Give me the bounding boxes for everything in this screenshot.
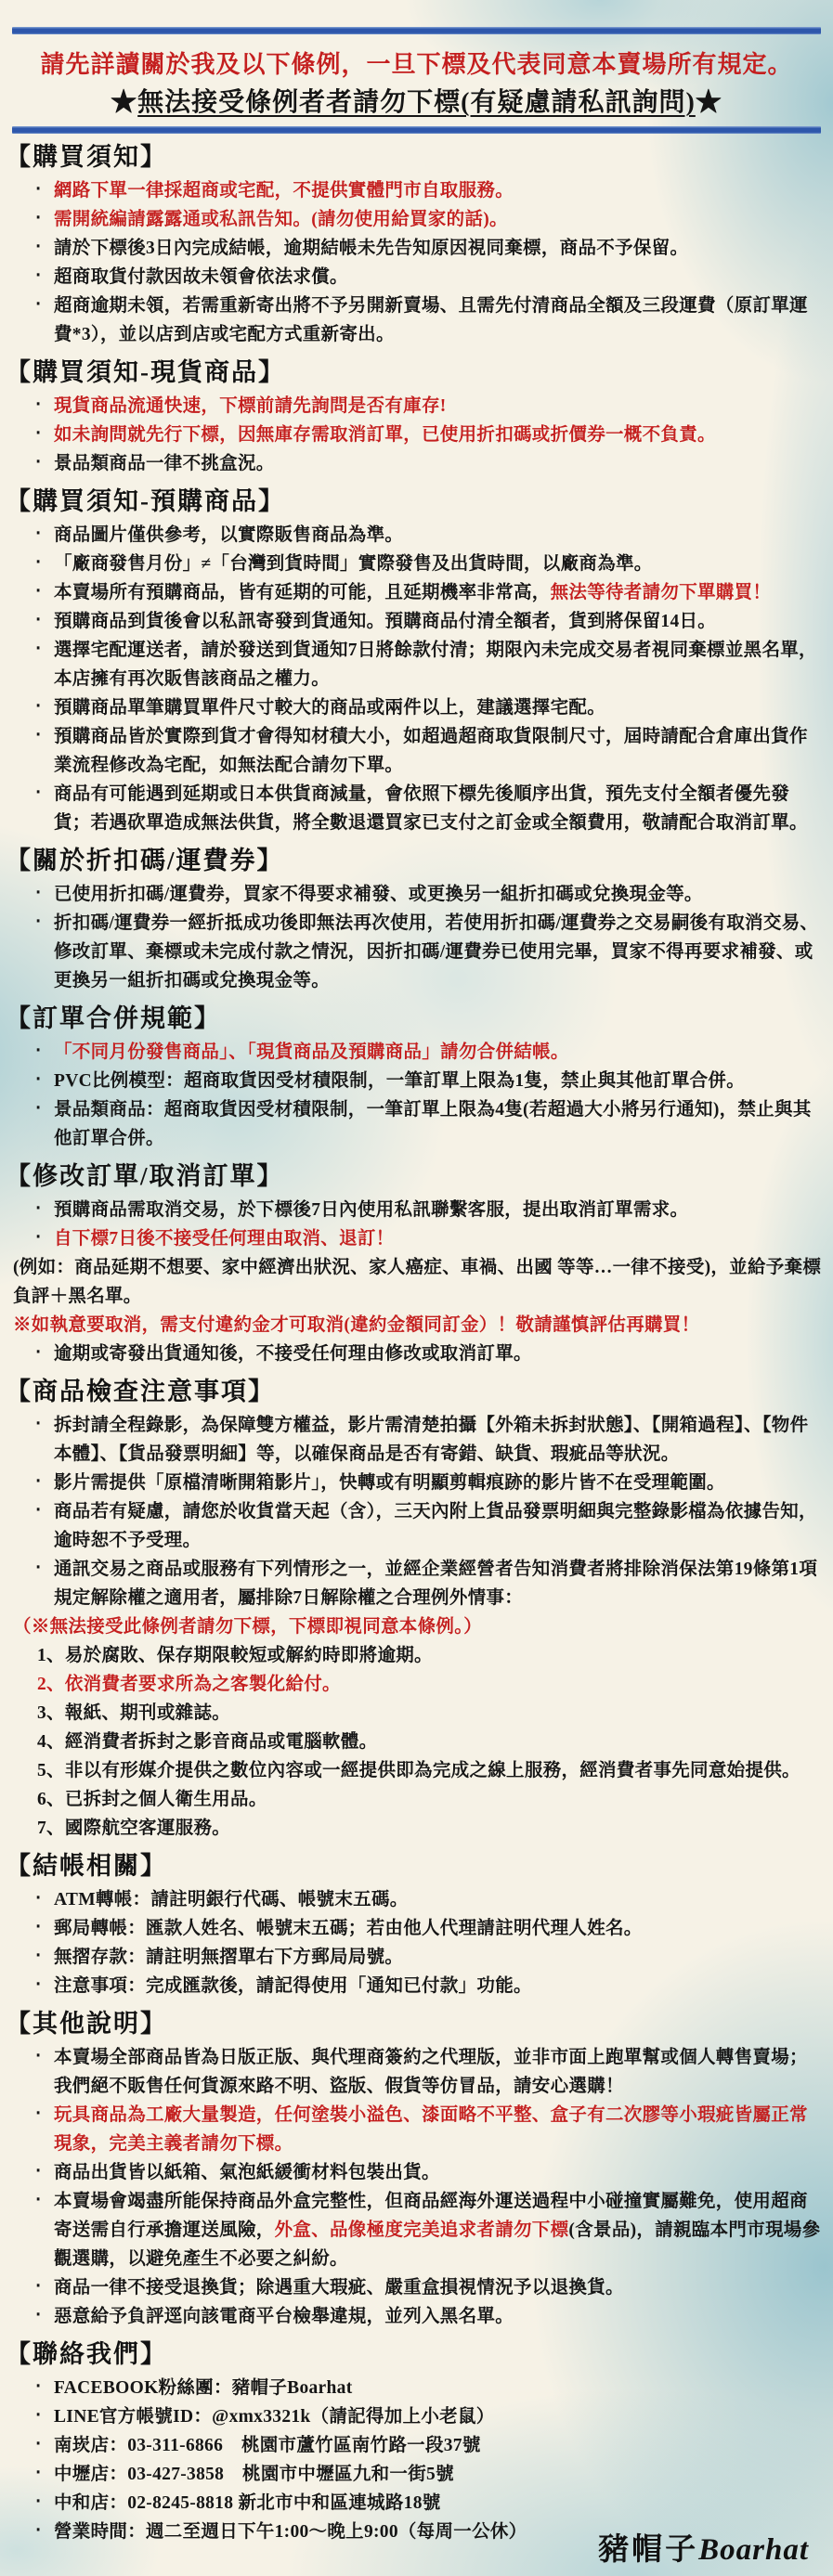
- terms-text: 注意事項：完成匯款後，請記得使用「通知已付款」功能。: [54, 1976, 532, 1996]
- terms-item: [0, 550, 833, 578]
- terms-text: LINE官方帳號ID：@xmx3321k（請記得加上小老鼠）: [54, 2407, 495, 2427]
- terms-text: 拆封請全程錄影，為保障雙方權益，影片需清楚拍攝【外箱未拆封狀態】、【開箱過程】、【物件本體】、【貨品發票明細】等，以確保商品是否有寄錯、缺貨、瑕疵品等狀況。: [54, 1416, 809, 1464]
- bullet-dot: ‧: [35, 2377, 42, 2397]
- terms-text: 惡意給予負評逕向該電商平台檢舉違規，並列入黑名單。: [54, 2307, 514, 2326]
- bullet-dot: ‧: [35, 640, 42, 659]
- section-title: 【修改訂單/取消訂單】: [6, 1162, 284, 1190]
- terms-text: ATM轉帳：請註明銀行代碼、帳號末五碼。: [54, 1890, 409, 1909]
- section-title: 【訂單合併規範】: [6, 1004, 221, 1032]
- terms-text: 中壢店：03-427-3858 桃園市中壢區九和一街5號: [54, 2465, 454, 2484]
- bullet-dot: ‧: [35, 2435, 42, 2454]
- terms-text: 南崁店：03-311-6866 桃園市蘆竹區南竹路一段37號: [54, 2436, 481, 2455]
- terms-item: [0, 607, 833, 636]
- terms-item: [0, 722, 833, 780]
- section-title: 【商品檢查注意事項】: [6, 1378, 275, 1405]
- terms-item: [0, 1095, 833, 1153]
- terms-text: 6、已拆封之個人衛生用品。: [37, 1790, 267, 1809]
- terms-text-red: 網路下單一律採超商或宅配，不提供實體門市自取服務。: [54, 181, 514, 201]
- terms-item: [0, 1038, 833, 1067]
- terms-text: 折扣碼/運費券一經折抵成功後即無法再次使用，若使用折扣碼/運費券之交易嗣後有取消交易、修改訂單、棄標或未完成付款之情況，因折扣碼/運費券已使用完畢，買家不得再要求補發、或更換另一組折扣碼或兌換現金等。: [54, 913, 819, 990]
- terms-sections: [0, 138, 833, 2546]
- terms-item: [0, 1885, 833, 1914]
- section-title: 【聯絡我們】: [6, 2340, 167, 2368]
- bullet-dot: ‧: [35, 1099, 42, 1119]
- terms-item: [0, 392, 833, 421]
- terms-item: [0, 2402, 833, 2431]
- bullet-dot: ‧: [35, 2162, 42, 2181]
- terms-item: [0, 449, 833, 478]
- terms-text: 7、國際航空客運服務。: [37, 1819, 231, 1838]
- terms-item: [0, 263, 833, 291]
- bullet-dot: ‧: [35, 295, 42, 315]
- terms-text: 5、非以有形媒介提供之數位內容或一經提供即為完成之線上服務，經消費者事先同意始提供。: [37, 1761, 800, 1780]
- terms-item: [0, 578, 833, 607]
- terms-text-red: （※無法接受此條例者請勿下標，下標即視同意本條例。）: [13, 1617, 483, 1637]
- terms-item: [0, 2043, 833, 2101]
- terms-text: 預購商品皆於實際到貨才會得知材積大小，如超過超商取貨限制尺寸，屆時請配合倉庫出貨作業流程修改為宅配，如無法配合請勿下單。: [54, 727, 808, 775]
- terms-text: 景品類商品一律不挑盒況。: [54, 454, 275, 473]
- terms-text: 商品圖片僅供參考，以實際販售商品為準。: [54, 525, 404, 545]
- bullet-dot: ‧: [35, 1070, 42, 1090]
- terms-item: [0, 2489, 833, 2518]
- bullet-dot: ‧: [35, 2464, 42, 2483]
- terms-item: [0, 1728, 833, 1756]
- terms-item: [0, 2460, 833, 2489]
- terms-item: [0, 880, 833, 909]
- terms-item: [0, 1555, 833, 1612]
- terms-item: [0, 1943, 833, 1972]
- section-title: 【購買須知-預購商品】: [6, 487, 285, 515]
- terms-text: 「廠商發售月份」≠「台灣到貨時間」實際發售及出貨時間，以廠商為準。: [54, 554, 653, 574]
- terms-item: [0, 1311, 833, 1340]
- terms-text-red: 外盒、品像極度完美追求者請勿下標: [274, 2220, 569, 2240]
- terms-item: [0, 2101, 833, 2158]
- terms-text: 請於下標後3日內完成結帳，逾期結帳未先告知原因視同棄標，商品不予保留。: [54, 239, 689, 258]
- terms-item: [0, 1067, 833, 1095]
- terms-text-red: 2、依消費者要求所為之客製化給付。: [37, 1675, 341, 1694]
- terms-text: 營業時間：週二至週日下午1:00～晚上9:00（每周一公休）: [54, 2522, 527, 2542]
- terms-text: FACEBOOK粉絲團：豬帽子Boarhat: [54, 2378, 353, 2398]
- terms-text: 4、經消費者拆封之影音商品或電腦軟體。: [37, 1732, 378, 1752]
- terms-text: 商品出貨皆以紙箱、氣泡紙緩衝材料包裝出貨。: [54, 2163, 440, 2182]
- terms-item: [0, 2431, 833, 2460]
- bullet-dot: ‧: [35, 1975, 42, 1995]
- terms-text-red: 如未詢問就先行下標，因無庫存需取消訂單，已使用折扣碼或折價券一概不負責。: [54, 425, 716, 445]
- star-icon: ★: [695, 88, 722, 117]
- bullet-dot: ‧: [35, 453, 42, 472]
- header-warning-line: 請先詳讀關於我及以下條例，一旦下標及代表同意本賣場所有規定。: [40, 51, 793, 78]
- bullet-dot: ‧: [35, 1199, 42, 1219]
- bullet-dot: ‧: [35, 697, 42, 717]
- section-title: 【購買須知】: [6, 143, 167, 171]
- bullet-dot: ‧: [35, 2406, 42, 2426]
- header-no-bid-text: 無法接受條例者者請勿下標(有疑慮請私訊詢問): [137, 88, 696, 117]
- terms-text: 1、易於腐敗、保存期限較短或解約時即將逾期。: [37, 1646, 433, 1665]
- bullet-dot: ‧: [35, 2521, 42, 2541]
- bullet-dot: ‧: [35, 2492, 42, 2512]
- bullet-dot: ‧: [35, 1343, 42, 1363]
- brand-signature: [598, 2525, 809, 2569]
- terms-item: [0, 1411, 833, 1469]
- terms-text-red: 需開統編請露露通或私訊告知。(請勿使用給買家的話)。: [54, 210, 508, 229]
- bullet-dot: ‧: [35, 884, 42, 903]
- section-title: 【其他說明】: [6, 2010, 167, 2038]
- bullet-dot: ‧: [35, 424, 42, 444]
- terms-item: [0, 521, 833, 550]
- bullet-dot: ‧: [35, 180, 42, 200]
- bullet-dot: ‧: [35, 1947, 42, 1966]
- terms-text: (例如：商品延期不想要、家中經濟出狀況、家人癌症、車禍、出國 等等…一律不接受)，並給予棄標負評＋黑名單。: [13, 1258, 822, 1306]
- terms-item: [0, 2374, 833, 2402]
- terms-text: 本賣場所有預購商品，皆有延期的可能，且延期機率非常高，: [54, 583, 551, 602]
- terms-item: [0, 234, 833, 263]
- bullet-dot: ‧: [35, 913, 42, 932]
- terms-item: [0, 1914, 833, 1943]
- terms-text-red: 「不同月份發售商品」、「現貨商品及預購商品」請勿合併結帳。: [54, 1042, 569, 1062]
- terms-text: 預購商品單筆購買單件尺寸較大的商品或兩件以上，建議選擇宅配。: [54, 698, 606, 718]
- bullet-dot: ‧: [35, 553, 42, 573]
- section-title: 【關於折扣碼/運費券】: [6, 847, 284, 874]
- bullet-dot: ‧: [35, 1472, 42, 1492]
- terms-text: 無摺存款：請註明無摺單右下方郵局局號。: [54, 1948, 404, 1967]
- terms-text: 通訊交易之商品或服務有下列情形之一，並經企業經營者告知消費者將排除消保法第19條第1項規定解除權之適用者，屬排除7日解除權之合理例外情事：: [54, 1560, 818, 1608]
- section-title: 【結帳相關】: [6, 1852, 167, 1880]
- divider-top: [12, 27, 821, 34]
- bullet-dot: ‧: [35, 266, 42, 286]
- terms-item: [0, 1756, 833, 1785]
- terms-text: PVC比例模型：超商取貨因受材積限制，一筆訂單上限為1隻，禁止與其他訂單合併。: [54, 1071, 746, 1091]
- bullet-dot: ‧: [35, 2047, 42, 2066]
- bullet-dot: ‧: [35, 1918, 42, 1937]
- terms-item: [0, 2187, 833, 2273]
- terms-item: [0, 780, 833, 837]
- terms-text: 郵局轉帳：匯款人姓名、帳號末五碼；若由他人代理請註明代理人姓名。: [54, 1919, 643, 1938]
- terms-text-red: 自下標7日後不接受任何理由取消、退訂！: [54, 1229, 395, 1249]
- terms-text-red: 現貨商品流通快速，下標前請先詢問是否有庫存!: [54, 396, 447, 416]
- terms-item: [0, 1497, 833, 1555]
- bullet-dot: ‧: [35, 1559, 42, 1578]
- terms-text: 超商取貨付款因故未領會依法求償。: [54, 267, 348, 287]
- bullet-dot: ‧: [35, 2306, 42, 2325]
- bullet-dot: ‧: [35, 1042, 42, 1061]
- terms-text: 商品若有疑慮，請您於收貨當天起（含），三天內附上貨品發票明細與完整錄影檔為依據告知，逾時恕不予受理。: [54, 1502, 817, 1550]
- terms-text: 超商逾期未領，若需重新寄出將不予另開新賣場、且需先付清商品全額及三段運費（原訂單運費*3），並以店到店或宅配方式重新寄出。: [54, 296, 808, 344]
- bullet-dot: ‧: [35, 611, 42, 630]
- terms-item: [0, 1224, 833, 1253]
- terms-text: (含景品)，請親臨本門市現場參觀選購，以避免產生不必要之糾紛。: [54, 2220, 821, 2269]
- bullet-dot: ‧: [35, 238, 42, 257]
- terms-item: [0, 205, 833, 234]
- terms-text: 本賣場會竭盡所能保持商品外盒完整性，但商品經海外運送過程中小碰撞實屬難免，使用超商寄送需自行承擔運送風險，: [54, 2192, 808, 2240]
- terms-text-red: ※如執意要取消，需支付違約金才可取消(違約金額同訂金）！敬請謹慎評估再購買！: [13, 1315, 700, 1335]
- bullet-dot: ‧: [35, 1501, 42, 1521]
- bullet-dot: ‧: [35, 524, 42, 544]
- bullet-dot: ‧: [35, 2277, 42, 2297]
- brand-name-zh: 豬帽子: [598, 2533, 699, 2567]
- terms-text: 預購商品需取消交易，於下標後7日內使用私訊聯繫客服，提出取消訂單需求。: [54, 1200, 689, 1220]
- terms-item: [0, 2302, 833, 2331]
- bullet-dot: ‧: [35, 1415, 42, 1434]
- terms-item: [0, 693, 833, 722]
- terms-text: 景品類商品：超商取貨因受材積限制，一筆訂單上限為4隻(若超過大小將另行通知)，禁止與其他訂單合併。: [54, 1100, 812, 1148]
- terms-item: [0, 176, 833, 205]
- terms-item: [0, 1814, 833, 1843]
- terms-text: 逾期或寄發出貨通知後，不接受任何理由修改或取消訂單。: [54, 1344, 532, 1364]
- terms-item: [0, 1340, 833, 1368]
- terms-text: 影片需提供「原檔清晰開箱影片」，快轉或有明顯剪輯痕跡的影片皆不在受理範圍。: [54, 1473, 725, 1493]
- terms-text: 3、報紙、期刊或雜誌。: [37, 1703, 231, 1723]
- bullet-dot: ‧: [35, 582, 42, 602]
- terms-text-red: 玩具商品為工廠大量製造，任何塗裝小溢色、漆面略不平整、盒子有二次膠等小瑕疵皆屬正常現象，完美主義者請勿下標。: [54, 2105, 808, 2154]
- terms-text: 選擇宅配運送者，請於發送到貨通知7日將餘款付清；期限內未完成交易者視同棄標並黑名單，本店擁有再次販售該商品之權力。: [54, 641, 817, 689]
- terms-item: [0, 636, 833, 693]
- terms-item: [0, 1670, 833, 1699]
- divider-bottom: [12, 126, 821, 134]
- terms-item: [0, 1699, 833, 1728]
- terms-item: [0, 421, 833, 449]
- terms-item: [0, 1196, 833, 1224]
- terms-text: 本賣場全部商品皆為日版正版、與代理商簽約之代理版，並非市面上跑單幫或個人轉售賣場；我們絕不販售任何貨源來路不明、盜版、假貨等仿冒品，請安心選購！: [54, 2048, 808, 2096]
- bullet-dot: ‧: [35, 783, 42, 803]
- terms-item: [0, 1972, 833, 2000]
- bullet-dot: ‧: [35, 2104, 42, 2124]
- star-icon: ★: [111, 88, 138, 117]
- terms-item: [0, 291, 833, 349]
- bullet-dot: ‧: [35, 2191, 42, 2210]
- terms-item: [0, 1469, 833, 1497]
- terms-item: [0, 2158, 833, 2187]
- brand-name-en: Boarhat: [698, 2533, 809, 2567]
- terms-text: 預購商品到貨後會以私訊寄發到貨通知。預購商品付清全額者，貨到將保留14日。: [54, 612, 717, 631]
- terms-item: [0, 1641, 833, 1670]
- terms-item: [0, 1253, 833, 1311]
- bullet-dot: ‧: [35, 395, 42, 415]
- bullet-dot: ‧: [35, 1228, 42, 1248]
- bullet-dot: ‧: [35, 209, 42, 228]
- terms-item: [0, 909, 833, 995]
- terms-text: 中和店：02-8245-8818 新北市中和區連城路18號: [54, 2493, 441, 2513]
- terms-text-red: 無法等待者請勿下單購買！: [550, 583, 772, 602]
- bullet-dot: ‧: [35, 1889, 42, 1909]
- terms-item: [0, 2273, 833, 2302]
- terms-item: [0, 1612, 833, 1641]
- section-title: 【購買須知-現貨商品】: [6, 358, 285, 386]
- bullet-dot: ‧: [35, 726, 42, 745]
- terms-text: 商品有可能遇到延期或日本供貨商減量，會依照下標先後順序出貨，預先支付全額者優先發貨；若遇砍單造成無法供貨，將全數退還買家已支付之訂金或全額費用，敬請配合取消訂單。: [54, 784, 808, 833]
- header-no-bid-line: [0, 84, 833, 123]
- terms-text: 商品一律不接受退換貨；除遇重大瑕疵、嚴重盒損視情況予以退換貨。: [54, 2278, 624, 2298]
- terms-item: [0, 1785, 833, 1814]
- terms-text: 已使用折扣碼/運費券，買家不得要求補發、或更換另一組折扣碼或兌換現金等。: [54, 885, 703, 904]
